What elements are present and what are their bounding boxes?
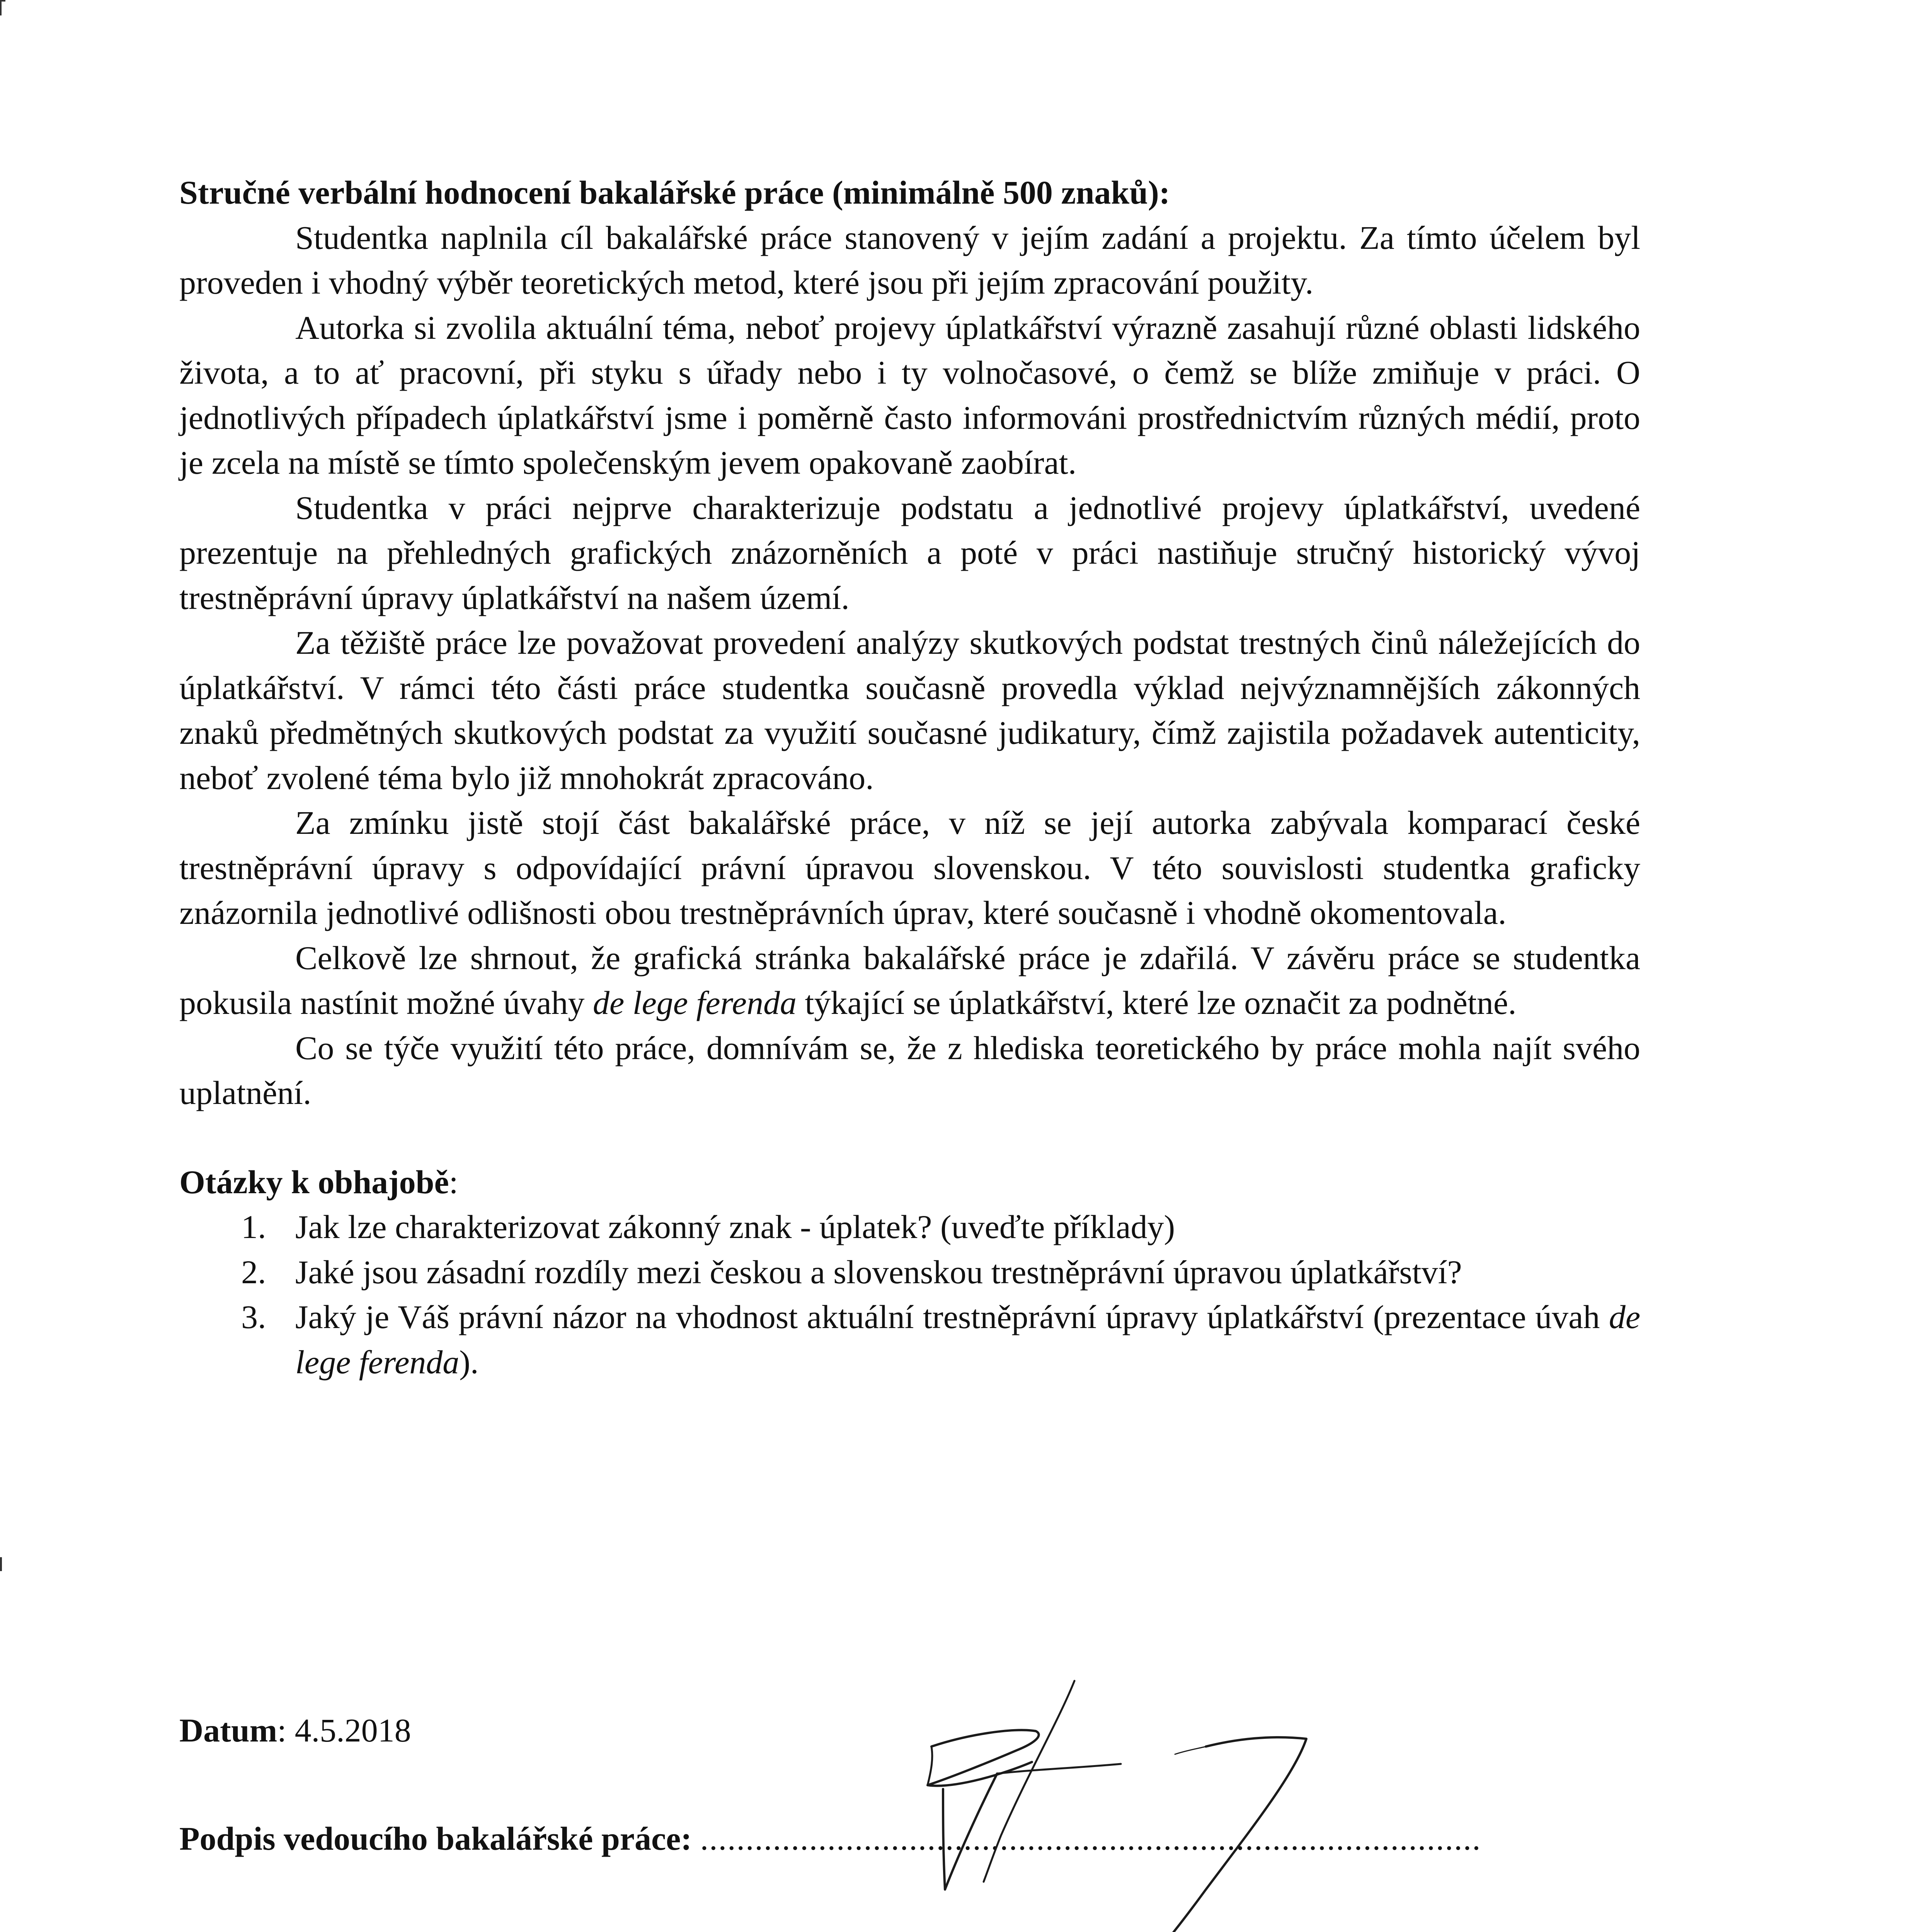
date-colon: : — [277, 1712, 287, 1749]
signature-stroke — [1175, 1747, 1206, 1754]
paragraph-7: Co se týče využití této práce, domnívám se, že z hlediska teoretického by práce mohla najít svého uplatnění. — [179, 1029, 1640, 1111]
paragraph-6 — [179, 935, 1640, 1026]
question-item — [179, 1204, 1640, 1250]
signature-stroke — [928, 1747, 932, 1785]
signature-colon: : — [681, 1820, 692, 1857]
paragraph-6-text-start: Celkově lze shrnout, že grafická stránka bakalářské práce je zdařilá. V závěru práce se studentka pokusila nastínit možné úvahy — [179, 939, 1640, 1021]
question-latin-term: de lege ferenda — [295, 1298, 1640, 1381]
question-text-end: ). — [459, 1343, 479, 1381]
evaluation-content — [179, 170, 1640, 1384]
question-item — [179, 1250, 1640, 1295]
date-label: Datum — [179, 1712, 278, 1749]
date-value: 4.5.2018 — [295, 1712, 411, 1749]
questions-heading — [179, 1160, 1640, 1205]
question-number: 2. — [241, 1253, 266, 1291]
signature-stroke — [928, 1730, 1039, 1786]
paragraph-2: Autorka si zvolila aktuální téma, neboť projevy úplatkářství výrazně zasahují různé oblasti lidského života, a to ať pracovní, při styku s úřady nebo i ty volnočasové, o čemž se blíže zmiňuje v práci. O jednotlivých případech úplatkářství jsme i poměrně často informováni prostřednictvím různých médií, proto je zcela na místě se tímto společenským jevem opakovaně zaobírat. — [179, 309, 1640, 481]
scan-corner-mark — [0, 0, 2, 15]
questions-list — [179, 1204, 1640, 1384]
question-text: Jak lze charakterizovat zákonný znak - úplatek? (uveďte příklady) — [295, 1208, 1175, 1245]
questions-heading-label: Otázky k obhajobě — [179, 1163, 449, 1201]
questions-heading-colon: : — [449, 1163, 458, 1201]
paragraph-6-text-end: týkající se úplatkářství, které lze označit za podnětné. — [796, 984, 1517, 1021]
signature-stroke — [984, 1681, 1074, 1882]
signature-stroke — [1105, 1737, 1306, 1932]
question-item — [179, 1294, 1640, 1384]
paragraph-1: Studentka naplnila cíl bakalářské práce stanovený v jejím zadání a projektu. Za tímto účelem byl proveden i vhodný výběr teoretických metod, které jsou při jejím zpracování použity. — [179, 219, 1640, 301]
evaluation-heading: Stručné verbální hodnocení bakalářské práce (minimálně 500 znaků): — [179, 174, 1170, 211]
paragraph-3: Studentka v práci nejprve charakterizuje podstatu a jednotlivé projevy úplatkářství, uvedené prezentuje na přehledných grafických znázorněních a poté v práci nastiňuje stručný historický vývoj trestněprávní úpravy úplatkářství na našem území. — [179, 489, 1640, 616]
question-text-start: Jaký je Váš právní názor na vhodnost aktuální trestněprávní úpravy úplatkářství (prezentace úvah — [295, 1298, 1609, 1335]
question-text: Jaké jsou zásadní rozdíly mezi českou a slovenskou trestněprávní úpravou úplatkářství? — [295, 1253, 1462, 1291]
handwritten-signature — [904, 1673, 1360, 1932]
signature-label: Podpis vedoucího bakalářské práce — [179, 1820, 681, 1857]
question-number: 1. — [241, 1208, 266, 1245]
scan-edge-mark — [0, 1557, 2, 1571]
date-line — [179, 1708, 411, 1753]
paragraph-4: Za těžiště práce lze považovat provedení analýzy skutkových podstat trestných činů náležejících do úplatkářství. V rámci této části práce studentka současně provedla výklad nejvýznamnějších zákonných znaků předmětných skutkových podstat za využití současné judikatury, čímž zajistila požadavek autenticity, neboť zvolené téma bylo již mnohokrát zpracováno. — [179, 624, 1640, 796]
signature-stroke — [943, 1774, 997, 1889]
question-number: 3. — [241, 1298, 266, 1335]
paragraph-6-latin-term: de lege ferenda — [593, 984, 797, 1021]
signature-dotted-line: ...................................................................................... — [700, 1820, 1481, 1857]
paragraph-5: Za zmínku jistě stojí část bakalářské práce, v níž se její autorka zabývala komparací české trestněprávní úpravy s odpovídající právní úpravou slovenskou. V této souvislosti studentka graficky znázornila jednotlivé odlišnosti obou trestněprávních úprav, které současně i vhodně okomentovala. — [179, 804, 1640, 931]
